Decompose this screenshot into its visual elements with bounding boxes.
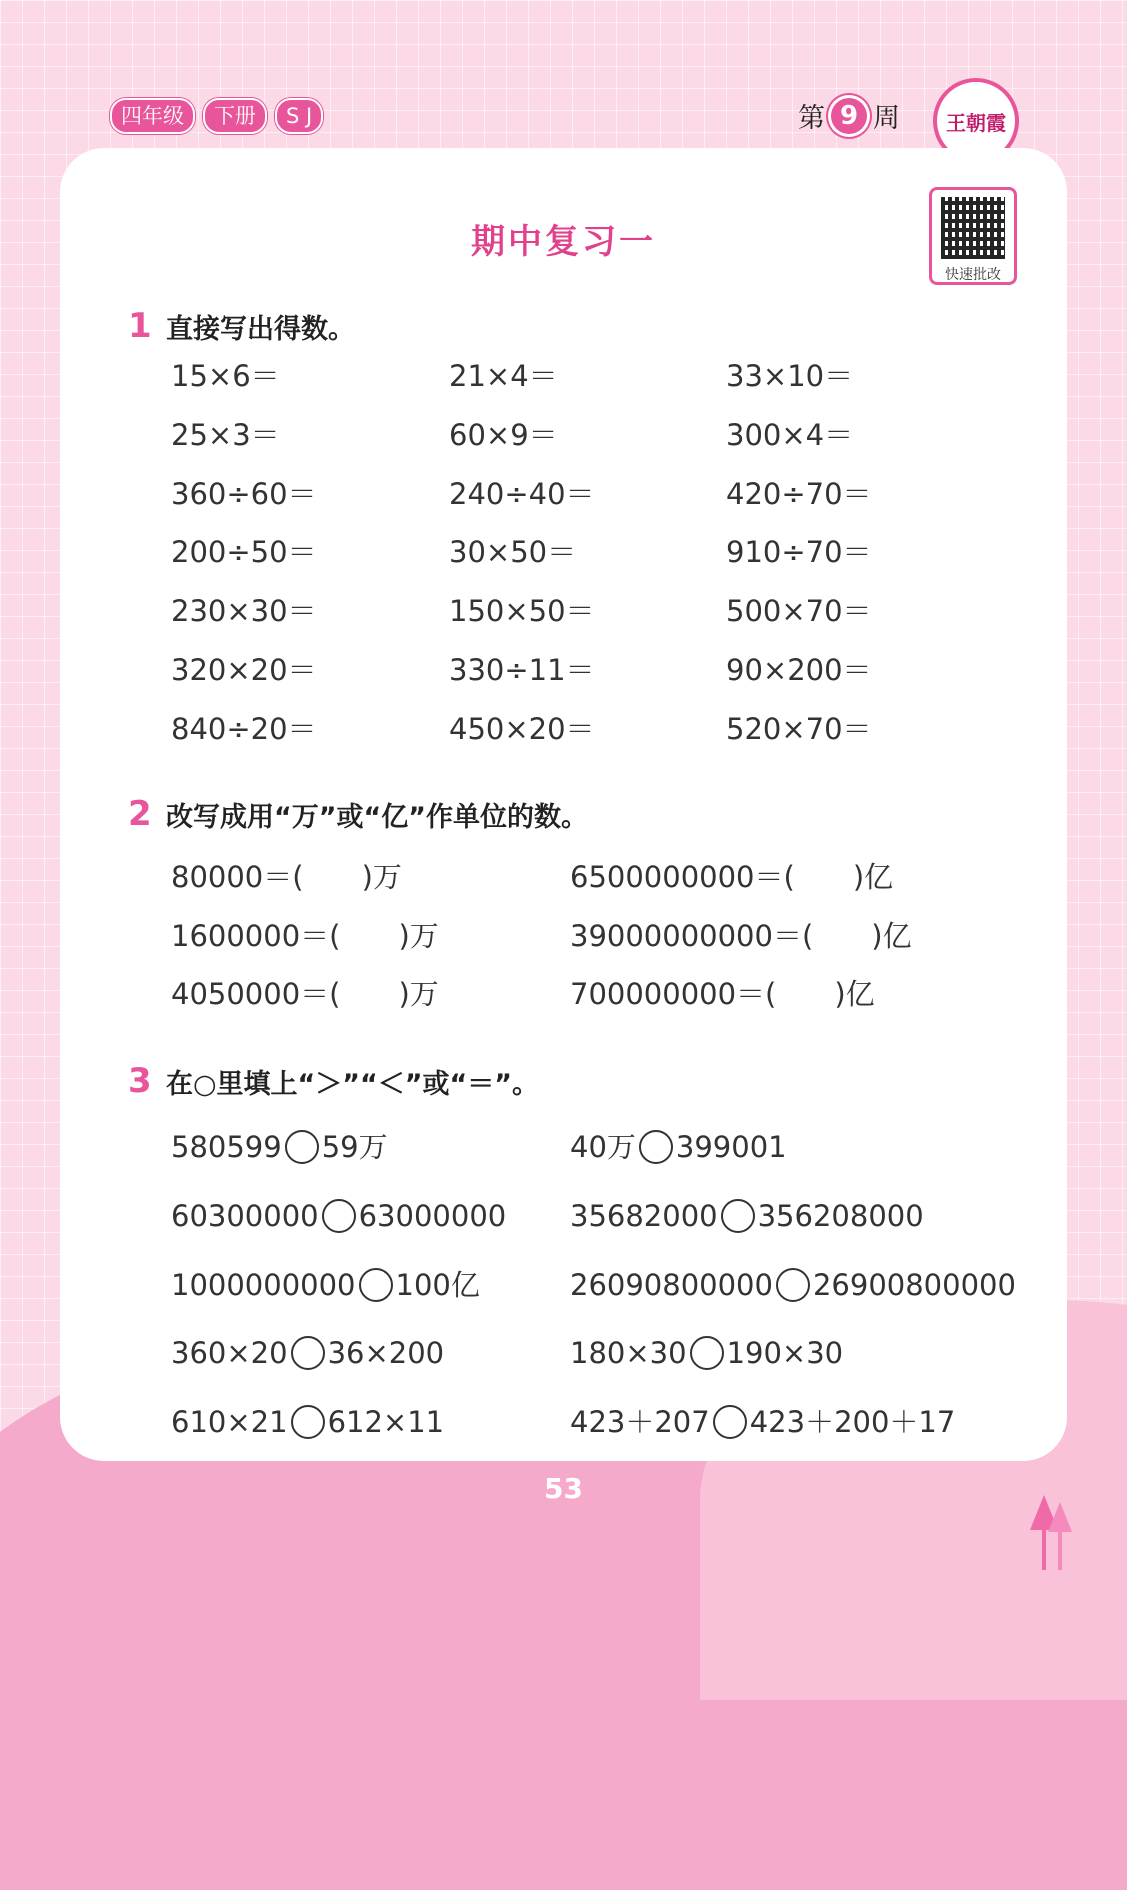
- calc-item: 200÷50＝: [171, 535, 317, 570]
- conversion-item: 4050000＝( )万: [171, 977, 439, 1011]
- conversion-item: 6500000000＝( )亿: [570, 860, 894, 894]
- section-2-heading: [128, 794, 588, 834]
- compare-item: [570, 1129, 787, 1165]
- section-title: 直接写出得数。: [166, 313, 355, 345]
- right-expression: 356208000: [757, 1198, 924, 1233]
- week-suffix: 周: [873, 103, 900, 134]
- calc-item: 33×10＝: [726, 359, 854, 393]
- section-title: 在○里填上“＞”“＜”或“＝”。: [166, 1068, 540, 1100]
- comparison-circle-blank[interactable]: [322, 1199, 356, 1233]
- calc-item: 21×4＝: [449, 359, 558, 393]
- right-expression: 190×30: [726, 1336, 844, 1371]
- page-number: 53: [544, 1472, 583, 1505]
- comparison-circle-blank[interactable]: [690, 1336, 724, 1370]
- calc-item: 840÷20＝: [171, 711, 317, 746]
- calc-item: 30×50＝: [449, 535, 577, 570]
- calc-item: 500×70＝: [726, 594, 872, 629]
- right-expression: 59万: [321, 1130, 388, 1164]
- compare-item: [171, 1267, 480, 1303]
- section-number: 1: [128, 306, 152, 346]
- left-expression: 35682000: [570, 1198, 718, 1233]
- right-expression: 26900800000: [812, 1267, 1016, 1302]
- calc-item: 450×20＝: [449, 711, 595, 746]
- left-expression: 26090800000: [570, 1267, 773, 1302]
- left-expression: 1000000000: [171, 1267, 356, 1302]
- left-expression: 360×20: [171, 1336, 288, 1371]
- section-1-heading: [128, 306, 355, 346]
- week-number: 9: [831, 98, 867, 134]
- qr-label: 快速批改: [945, 267, 1001, 283]
- section-number: 2: [128, 794, 152, 834]
- conversion-item: 80000＝( )万: [171, 860, 402, 894]
- calc-item: 320×20＝: [171, 653, 317, 687]
- compare-item: [171, 1129, 388, 1165]
- conversion-item: 1600000＝( )万: [171, 918, 439, 953]
- right-expression: 399001: [675, 1130, 787, 1164]
- compare-item: [570, 1335, 843, 1371]
- conversion-item: 39000000000＝( )亿: [570, 918, 912, 953]
- left-expression: 423＋207: [570, 1405, 710, 1440]
- week-indicator: [798, 96, 900, 135]
- comparison-circle-blank[interactable]: [721, 1199, 755, 1233]
- right-expression: 612×11: [327, 1405, 445, 1440]
- calc-item: 360÷60＝: [171, 476, 317, 511]
- comparison-circle-blank[interactable]: [285, 1130, 319, 1164]
- left-expression: 180×30: [570, 1336, 687, 1371]
- logo-text: 王朝霞: [946, 110, 1006, 135]
- comparison-circle-blank[interactable]: [291, 1405, 325, 1439]
- grade-tags: [110, 98, 323, 134]
- calc-item: 90×200＝: [726, 653, 872, 687]
- compare-item: [171, 1335, 444, 1371]
- section-number: 3: [128, 1061, 152, 1101]
- calc-item: 330÷11＝: [449, 653, 595, 687]
- week-prefix: 第: [798, 103, 825, 134]
- calc-item: 300×4＝: [726, 417, 854, 452]
- right-expression: 423＋200＋17: [749, 1405, 956, 1440]
- compare-item: [570, 1267, 1016, 1303]
- page-title: 期中复习一: [471, 222, 656, 262]
- tree-icon: [1030, 1490, 1080, 1570]
- section-title: 改写成用“万”或“亿”作单位的数。: [166, 801, 588, 833]
- comparison-circle-blank[interactable]: [291, 1336, 325, 1370]
- right-expression: 100亿: [395, 1267, 480, 1302]
- grade-tag: 四年级: [110, 98, 195, 134]
- calc-item: 910÷70＝: [726, 535, 872, 570]
- section-3-heading: [128, 1061, 539, 1101]
- calc-item: 60×9＝: [449, 417, 558, 452]
- qr-code-icon: [941, 197, 1005, 259]
- comparison-circle-blank[interactable]: [713, 1405, 747, 1439]
- compare-item: [570, 1198, 924, 1234]
- volume-tag: 下册: [203, 98, 267, 134]
- left-expression: 610×21: [171, 1405, 288, 1440]
- right-expression: 63000000: [358, 1198, 507, 1233]
- calc-item: 150×50＝: [449, 594, 595, 629]
- comparison-circle-blank[interactable]: [359, 1268, 393, 1302]
- compare-item: [171, 1404, 444, 1440]
- calc-item: 230×30＝: [171, 594, 317, 629]
- left-expression: 40万: [570, 1130, 636, 1164]
- calc-item: 420÷70＝: [726, 476, 872, 511]
- calc-item: 25×3＝: [171, 417, 280, 452]
- calc-item: 240÷40＝: [449, 476, 595, 511]
- compare-item: [171, 1198, 506, 1234]
- calc-item: 520×70＝: [726, 711, 872, 746]
- edition-tag: S J: [275, 98, 323, 134]
- left-expression: 60300000: [171, 1198, 319, 1233]
- comparison-circle-blank[interactable]: [776, 1268, 810, 1302]
- compare-item: [570, 1404, 955, 1440]
- left-expression: 580599: [171, 1130, 282, 1164]
- comparison-circle-blank[interactable]: [639, 1130, 673, 1164]
- calc-item: 15×6＝: [171, 359, 280, 393]
- conversion-item: 700000000＝( )亿: [570, 977, 875, 1011]
- qr-code-box[interactable]: [929, 187, 1017, 285]
- right-expression: 36×200: [327, 1336, 445, 1371]
